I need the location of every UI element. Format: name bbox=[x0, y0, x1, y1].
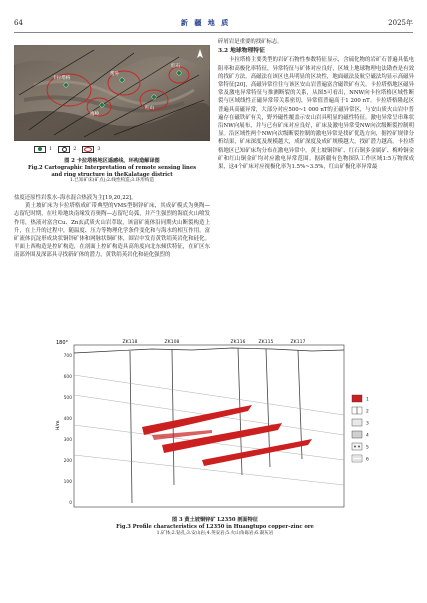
svg-text:ZK118: ZK118 bbox=[122, 340, 138, 345]
page-header bbox=[14, 16, 413, 33]
svg-text:1: 1 bbox=[366, 397, 369, 403]
journal-title: 新 疆 地 质 bbox=[180, 18, 231, 27]
svg-text:500: 500 bbox=[63, 396, 72, 401]
axis-unit: H/m bbox=[56, 420, 61, 430]
right-para-1: 卡拉塔格主要类型的岩矿石物性参数特征显示，含硫化物的岩矿石普遍具低电阻率和高极化率特征，异常特征与矿体对应良好，区域上地球物理电法勘查是有效的找矿方法。高磁法在该区也具明显的区块性，地面磁法及航空磁法均显示高磁异常特征[20]，高磁异常往往与该区安山岩普遍富含磁铁矿有关。卡拉塔格地区磁异常及激电异常特征与推测断裂的关系，从图5可看出，NNW向卡拉塔格区域性断裂与区域线性正磁异常带关系密切，异常值普遍高于1 200 nT。卡拉塔格隆起区普遍具高磁异常，大部分对应500~1 000 nT的正磁异常区，与安山质火山岩中普遍存在磁铁矿有关，野外磁性覆盖示安山岩具明显的磁性特征。激电异常呈串珠状沿NW向展布，并与已有矿床对应良好，矿床及激电异常受NW向次级断裂控制明显。沿区域性两个NW向次级断裂控制的激电异常是找矿优选方向，据控矿规律分析结果，矿床深度及规模越大，成矿深度及成矿规模越大，找矿潜力越高。卡拉塔格地区已知矿床均分布在激电异常中，黄土坡铜锌矿、红石铜多金属矿、梅岭铜金矿和红山铜金矿均对应激电异常范围。据新疆有色物探队工作区域1:5万物探成果，这4个矿床对应视极化率为1.5%~3.5%，红山矿极化率异常最 bbox=[218, 57, 414, 171]
fig3-legend bbox=[352, 395, 369, 463]
left-para-2: 黄土坡矿床为卡拉塔格成矿带典型的VMS型铜锌矿床，其成矿模式为奥陶—志留纪时期，在吐哈地块南缘发育奥陶—志留纪岛弧，并产生强烈的海底火山喷发作用，热液对富含Cu、Zn玄武质火山岩萃取，该富矿流体沿同期火山断裂构造上升，在上升的过程中，随温度、压力等物理化学条件变化和与海水的相互作用，富矿流体沉淀形成块状铜锌矿体和网脉状铜矿体，围岩中发育黄铁绢英岩化和硅化。平面上西构造是控矿构造，在剖面上控矿构造具高角度向北东倾伏特征，在矿区东南部外围及深部具寻找新矿体的潜力，黄铁绢英岩化和硅化强烈的 bbox=[14, 203, 210, 259]
year: 2025年 bbox=[388, 19, 413, 27]
svg-text:0: 0 bbox=[69, 501, 72, 506]
remote-sensing-map bbox=[14, 45, 210, 141]
svg-text:700: 700 bbox=[63, 354, 72, 359]
fig2-title-en-1: Fig.2 Cartographic Interpretation of remote sensing lines bbox=[27, 164, 197, 171]
svg-text:5: 5 bbox=[366, 445, 369, 451]
svg-text:4: 4 bbox=[366, 433, 369, 439]
left-para-1: 盐度还原性岩浆水–海水混合热液为主[19,20,22]。 bbox=[14, 195, 137, 201]
legend-item-3: 3 bbox=[82, 146, 100, 153]
map-label-5: 红石 bbox=[171, 64, 181, 69]
svg-text:ZK117: ZK117 bbox=[290, 340, 306, 345]
map-label-4: 红山 bbox=[145, 106, 155, 111]
circular-structure-symbol bbox=[58, 146, 70, 153]
right-para-0: 碎屑岩是重要的找矿标志。 bbox=[218, 39, 283, 45]
cross-section-svg bbox=[52, 335, 390, 513]
svg-text:200: 200 bbox=[63, 459, 72, 464]
fig2-legend-note: 1.已知矿床(矿点);2.线性构造;3.环形构造 bbox=[69, 178, 155, 184]
fig2-legend bbox=[34, 144, 194, 154]
fig3-title-en-1: Fig.3 Profile characteristics of L2350 in Huangtupo copper–zinc ore bbox=[116, 523, 314, 530]
svg-text:600: 600 bbox=[63, 375, 72, 380]
top-angle-label: 180° bbox=[56, 340, 69, 346]
fig2-title-en-2: and ring structure in theKalatage district bbox=[51, 171, 173, 178]
svg-text:ZK108: ZK108 bbox=[164, 340, 180, 345]
svg-text:ZK115: ZK115 bbox=[258, 340, 274, 345]
svg-text:6: 6 bbox=[366, 457, 369, 463]
map-image bbox=[14, 45, 210, 141]
svg-text:300: 300 bbox=[63, 438, 72, 443]
hole-labels bbox=[123, 339, 306, 345]
fig3-title-cn: 图 3 黄土坡铜锌矿 L2350 剖面特征 bbox=[172, 517, 258, 523]
svg-text:100: 100 bbox=[63, 480, 72, 485]
map-label-3: 梅岭 bbox=[90, 112, 100, 117]
elevation-axis bbox=[64, 353, 73, 506]
left-column bbox=[14, 194, 210, 334]
svg-text:400: 400 bbox=[63, 417, 72, 422]
map-label-2: 帮外 bbox=[110, 72, 120, 77]
map-label-1: 卡拉塔格 bbox=[52, 76, 71, 81]
fig2-caption bbox=[14, 158, 210, 185]
legend-item-2: 2 bbox=[58, 146, 76, 153]
fig3-legend-note: 1.矿体;2.钻孔;3.安山岩;4.英安岩;5.火山角砾岩;6.凝灰岩 bbox=[156, 530, 274, 536]
ore-point-symbol bbox=[34, 146, 46, 153]
fig2-title-cn: 图 2 卡拉塔格地区遥感线、环构造解译图 bbox=[64, 158, 160, 164]
cross-section-figure bbox=[52, 335, 390, 513]
right-column bbox=[218, 38, 414, 334]
section-heading: 3.2 地球物理特征 bbox=[218, 48, 265, 55]
svg-text:2: 2 bbox=[366, 409, 369, 415]
legend-item-1: 1 bbox=[34, 146, 52, 153]
svg-text:ZK116: ZK116 bbox=[230, 340, 246, 345]
page-number: 64 bbox=[14, 19, 23, 27]
ring-fault-symbol bbox=[82, 146, 94, 153]
fig3-caption bbox=[60, 517, 370, 537]
svg-text:3: 3 bbox=[366, 421, 369, 427]
